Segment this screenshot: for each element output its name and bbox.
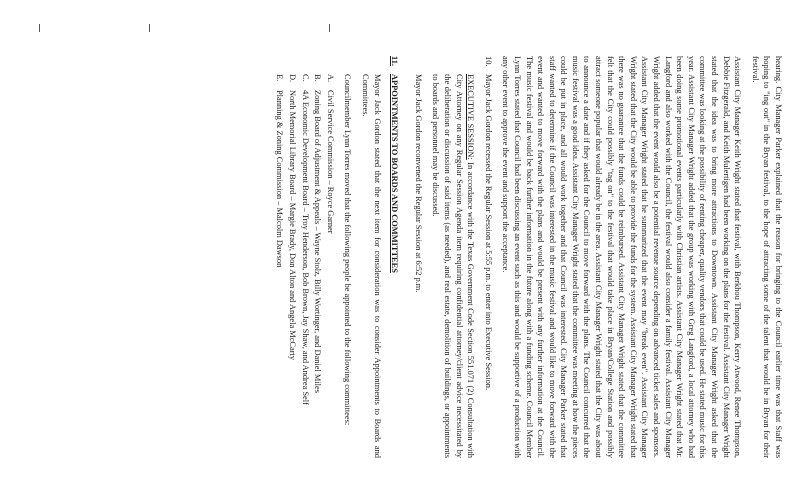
list-item: [312, 74, 324, 458]
list-text: Civil Service Commission – Royce Garner: [325, 90, 335, 234]
agenda-item-11: [273, 56, 400, 458]
appointments-motion: Councilmember Lynn Torres moved that the following people be appointed to the following committees:: [343, 74, 353, 426]
item-number: 10.: [483, 56, 493, 67]
agenda-item-10: [406, 56, 494, 458]
list-item: [299, 74, 311, 458]
list-text: North Memorial Library Board – Margie Brady, Don Alton and Angela McCarty: [288, 90, 298, 361]
reconvene-text: Mayor Jack Gordon reconvened the Regular Session at 6:52 p.m.: [413, 74, 423, 293]
list-item: [286, 74, 298, 458]
paragraph-hearing: hearing. City Manager Parker explained that the reason for bringing to the Council earlier time was that Staff was hoping to "ing out" in the Bryan festival, to the hope of attracting some of the talent that would be in Bryan for their festival.: [750, 56, 783, 458]
list-item: [324, 74, 336, 458]
list-item: [274, 74, 286, 458]
list-letter: D.: [288, 74, 298, 83]
recess-text: Mayor Jack Gordon recessed the Regular Session at 5:55 p.m. to enter into Executive Session.: [483, 74, 493, 391]
appointments-intro: Mayor Jack Gordon stated that the next item for consideration was to consider Appointments to Boards and Committees.: [361, 74, 382, 458]
list-letter: A.: [325, 74, 335, 83]
list-text: 4A Economic Development Board – Troy Henderson, Bob Brown, Jay Shaw, and Andrea Self: [300, 90, 310, 405]
appointments-list: [274, 74, 336, 458]
list-text: Planning & Zoning Commission – Malcolm Dawson: [275, 90, 285, 268]
item-number: 11.: [390, 56, 400, 67]
paragraph-music-festival: Assistant City Manager Keith Wright stated that festival, with Berkhou Thompson, Kerry Atwood, Renee Thompson, Debbie Fitzgerald, and Keith Mulertigen had been working on the plans for the festival. Assistant City Manager Wright stated that the idea was to bring more attractions to Downtown. Assistant City Manager Wright asked that the committee was looking at the possibility of renting cheaper, quality vendors that could be used. He stated music for this year. Assistant City Manager Wright added that the group was working with Greg Langford, a local attorney who had been doing some promotional events particularly with Christian artists. Assistant City Manager Wright stated that Mr. Langford and also worked with the Council, the festival would also consider a family festival. Assistant City Manager Wright added that the event would also be a potential revenue source depending on advanced ticket sales and sponsors. Assistant City Manager Wright stated that he summarized that the event may "break even". Assistant City Manager Wright stated that the City would be able to provide the funds for the system. Assistant City Manager Wright stated that there was no guarantee that the funds could be reimbursed. Assistant City Manager Wright stated that the committee felt that the City could possibly "tag on" to the festival that would take place in Bryan/College Station and possibly attract someone popular that would already be in the area. Assistant City Manager Wright stated that the City was about to announce a date and if they asked for the Council to move forward with the plans. The Council concurred that the music festival was a good idea. Assistant City Manager Wright stated that the committee was meeting at how the pieces could be put in place, and all would work together and that Council was interested. City Manager Parker stated that staff wanted to determine if the Council was interested in the music festival and would like to move forward with the event and wanted to move forward with the plans and would be present with any further information at the Council. The music festival and would be back further information in the future along with a funding scheme. Council Member Lynn Torres stated that Council had been discussing an event such as this and would be supportive of a production with any other event to approve the event and support the acceptance.: [501, 56, 743, 458]
list-letter: E.: [275, 74, 285, 82]
executive-session-paragraph: [430, 74, 476, 458]
appointments-heading: APPOINTMENTS TO BOARDS AND COMMITTEES: [390, 74, 400, 273]
list-letter: C.: [300, 74, 310, 82]
list-letter: B.: [313, 74, 323, 82]
executive-session-heading: EXECUTIVE SESSION:: [466, 74, 476, 160]
executive-session-text: In accordance with the Texas Government Code Section 551.071 (2) Consultation with City Attorney on any Regular Session Agenda item requiring confidential attorney/client advice necessitated by the deliberation or discussion of said items (as needed), and real estate, demolition of buildings, or appointments to boards and personnel may be discussed.: [431, 74, 476, 458]
list-text: Zoning Board of Adjustment & Appeals – Wayne Stolz, Billy Wortinger, and Daniel Miles: [313, 90, 323, 393]
